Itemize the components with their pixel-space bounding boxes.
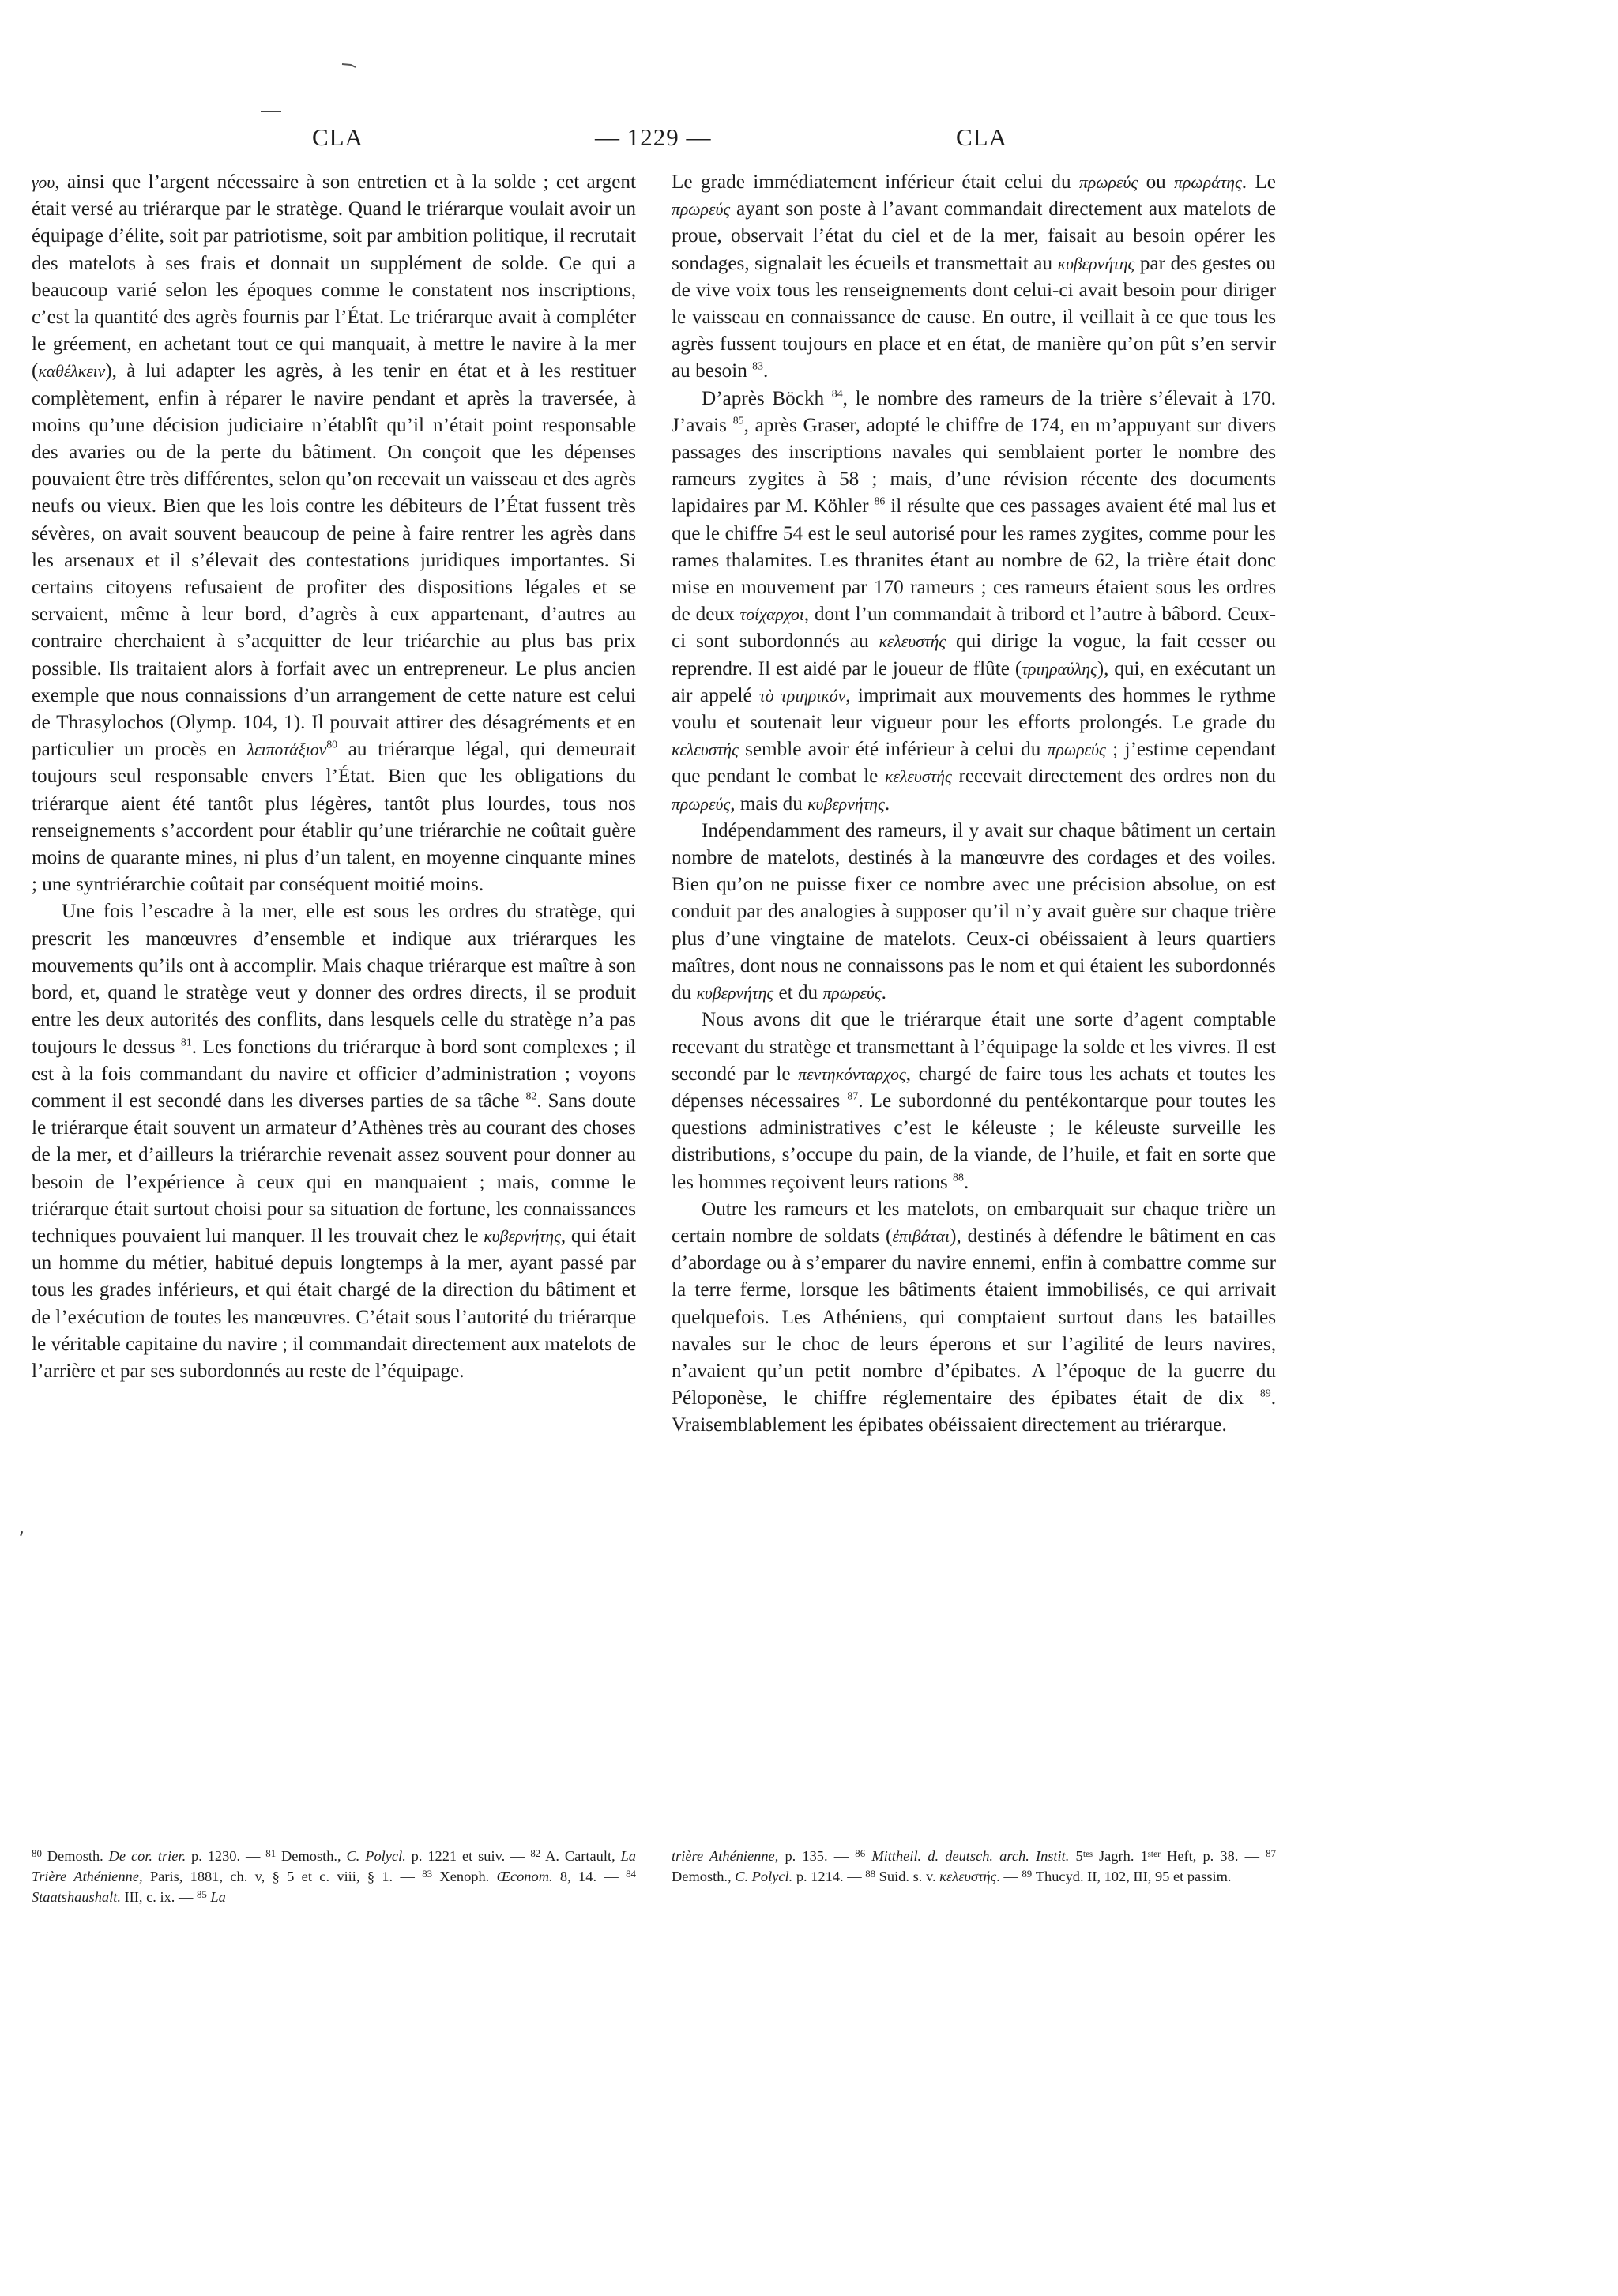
text-run: 5ᵗᵉˢ Jagrh. 1ˢᵗᵉʳ Heft, p. 38. — bbox=[1069, 1848, 1266, 1864]
citation-title: C. Polycl. bbox=[346, 1848, 406, 1864]
text-run: D’après Böckh bbox=[702, 387, 832, 409]
note-ref: 80 bbox=[32, 1847, 42, 1859]
paragraph bbox=[672, 1007, 1276, 1195]
text-run: . bbox=[884, 792, 890, 815]
margin-tick bbox=[20, 1531, 28, 1538]
text-run: . bbox=[963, 1171, 969, 1193]
greek-term: τριηραύλης bbox=[1022, 659, 1097, 679]
text-run: Demosth., bbox=[672, 1869, 736, 1884]
text-run: par des gestes ou de vive voix tous les renseignements dont celui-ci avait besoin pour diriger le vaisseau en connaissance de cause. En outre, il veillait à ce que tous les agrès fussent toujours en place et en état, de manière qu’on pût s’en servir au besoin bbox=[672, 252, 1276, 382]
greek-term: τὸ τριηρικόν bbox=[759, 686, 846, 706]
text-run: Le grade immédiatement inférieur était celui du bbox=[672, 171, 1079, 193]
note-ref: 87 bbox=[847, 1090, 859, 1102]
greek-term: πρωρεύς bbox=[672, 200, 731, 220]
greek-term: κελευστής bbox=[672, 740, 739, 760]
text-run: p. 1230. — bbox=[186, 1848, 266, 1864]
page-number: — 1229 — bbox=[595, 123, 712, 151]
note-ref: 80 bbox=[326, 738, 338, 751]
greek-term: κελευστής bbox=[885, 767, 952, 787]
text-run: . bbox=[763, 360, 769, 382]
text-run: . — bbox=[996, 1869, 1022, 1884]
paragraph bbox=[32, 898, 636, 1385]
note-ref: 82 bbox=[530, 1847, 541, 1859]
text-run: A. Cartault, bbox=[540, 1848, 621, 1864]
text-run: ), qui, en exécutant un air appelé bbox=[672, 657, 1276, 706]
note-ref: 86 bbox=[855, 1847, 866, 1859]
note-ref: 84 bbox=[831, 386, 843, 399]
text-run: p. 1221 et suiv. — bbox=[405, 1848, 531, 1864]
note-ref: 85 bbox=[196, 1888, 207, 1900]
text-run: , mais du bbox=[730, 792, 808, 815]
greek-term: κυβερνήτης bbox=[1057, 254, 1135, 273]
note-ref: 88 bbox=[865, 1868, 876, 1880]
greek-term: πρωρεύς bbox=[822, 984, 882, 1003]
text-run: il résulte que ces passages avaient été mal lus et que le chiffre 54 est le seul autorisé pour les rames zygites, comme pour les rames thalamites. Les thranites étant au nombre de 62, la trière était donc mise en mouvement par 170 rameurs ; ces rameurs étaient sous les ordres de deux bbox=[672, 495, 1276, 626]
note-ref: 87 bbox=[1266, 1847, 1276, 1859]
left-column bbox=[32, 169, 636, 1385]
text-run: . Vraisemblablement les épibates obéissaient directement au triérarque. bbox=[672, 1387, 1276, 1436]
text-run: III, c. ix. — bbox=[120, 1889, 197, 1905]
text-run: . bbox=[881, 982, 886, 1004]
text-run: , qui était un homme du métier, habitué depuis longtemps à la mer, ayant passé par tous les grades inférieurs, et qui était chargé de la direction du bâtiment et de l’exécution de toutes les manœuvres. C’était sous l’autorité du triérarque le véritable capitaine du navire ; il commandait directement aux matelots de l’arrière et par ses subordonnés au reste de l’équipage. bbox=[32, 1225, 636, 1382]
greek-term: γου bbox=[32, 173, 55, 192]
text-run: , imprimait aux mouvements des hommes le rythme voulu et soutenait leur vigueur pour les efforts prolongés. Le grade du bbox=[672, 684, 1276, 734]
paragraph bbox=[672, 169, 1276, 386]
text-run: . Le bbox=[1241, 171, 1276, 193]
paragraph bbox=[672, 386, 1276, 818]
text-run: Outre les rameurs et les matelots, on embarquait sur chaque trière un certain nombre de soldats ( bbox=[672, 1198, 1276, 1247]
text-run: . Sans doute le triérarque était souvent un armateur d’Athènes très au courant des choses de la mer, et d’ailleurs la triérarchie revenait assez souvent pour donner au besoin de l’expérience à ceux qui en manquaient ; mais, comme le triérarque était surtout choisi pour sa situation de fortune, les connaissances techniques pouvaient lui manquer. Il les trouvait chez le bbox=[32, 1090, 637, 1247]
note-ref: 86 bbox=[874, 495, 886, 507]
greek-term: κυβερνήτης bbox=[484, 1226, 561, 1246]
greek-term: πρωράτης bbox=[1174, 173, 1242, 192]
text-run: 8, 14. — bbox=[552, 1869, 627, 1884]
note-ref: 84 bbox=[626, 1868, 636, 1880]
text-run: . Les fonctions du triérarque à bord sont complexes ; il est à la fois commandant du navire et officier d’administration ; voyons comment il est secondé dans les diverses parties de sa tâche bbox=[32, 1036, 636, 1112]
running-head bbox=[312, 123, 1181, 155]
footnotes-right bbox=[672, 1846, 1276, 1887]
text-run: , Paris, 1881, ch. v, § 5 et c. viii, § 1. — bbox=[139, 1869, 423, 1884]
text-run: Indépendamment des rameurs, il y avait sur chaque bâtiment un certain nombre de matelots, destinés à la manœuvre des cordages et des voiles. Bien qu’on ne puisse fixer ce nombre avec une précision absolue, on est conduit par des analogies à supposer qu’il n’y avait guère sur chaque trière plus d’une vingtaine de matelots. Ceux-ci obéissaient à leurs quartiers maîtres, dont nous ne connaissons pas le nom et qui étaient les subordonnés du bbox=[672, 819, 1276, 1004]
citation-title: De cor. trier. bbox=[108, 1848, 186, 1864]
greek-term: πρωρεύς bbox=[1079, 173, 1138, 192]
text-run: , p. 135. — bbox=[774, 1848, 856, 1864]
text-run: Thucyd. II, 102, III, 95 et passim. bbox=[1032, 1869, 1232, 1884]
note-ref: 85 bbox=[732, 414, 744, 427]
greek-term: λειποτάξιον bbox=[246, 740, 327, 760]
note-ref: 81 bbox=[265, 1847, 277, 1859]
greek-term: καθέλκειν bbox=[38, 362, 106, 382]
greek-term: κελευστής bbox=[879, 632, 946, 652]
citation-title: Œconom. bbox=[496, 1869, 553, 1884]
text-run: , le nombre des rameurs de la trière s’élevait à 170. J’avais bbox=[672, 387, 1276, 436]
paragraph bbox=[672, 1196, 1276, 1440]
citation-title: κελευστής bbox=[939, 1869, 997, 1884]
note-ref: 89 bbox=[1022, 1868, 1033, 1880]
greek-term: πρωρεύς bbox=[1047, 740, 1106, 760]
text-run: , ainsi que l’argent nécessaire à son entretien et à la solde ; cet argent était versé au triérarque par le stratège. Quand le triérarque voulait avoir un équipage d’élite, soit par patriotisme, soit par ambition politique, il recrutait des matelots à ses frais et donnait un supplément de solde. Ce qui a beaucoup varié selon les époques comme le constatent nos inscriptions, c’est la quantité des agrès fournis par l’État. Le triérarque avait à compléter le gréement, en achetant tout ce qui manquait, à mettre le navire à la mer ( bbox=[32, 171, 636, 382]
citation-title: Staatshaushalt. bbox=[32, 1889, 121, 1905]
citation-title: C. Polycl. bbox=[735, 1869, 793, 1884]
text-run: p. 1214. — bbox=[792, 1869, 866, 1884]
citation-title: trière Athénienne bbox=[672, 1848, 775, 1864]
note-ref: 89 bbox=[1259, 1387, 1271, 1399]
paragraph bbox=[672, 818, 1276, 1007]
paragraph bbox=[32, 169, 636, 898]
note-ref: 83 bbox=[422, 1868, 433, 1880]
text-run: Demosth. bbox=[41, 1848, 109, 1864]
text-run: Nous avons dit que le triérarque était une sorte d’agent comptable recevant du stratège et transmettant à l’équipage la solde et les vivres. Il est secondé par le bbox=[672, 1009, 1276, 1085]
text-run: ), destinés à défendre le bâtiment en cas d’abordage ou à s’emparer du navire ennemi, enfin à combattre comme sur la terre ferme, lorsque les bâtiments étaient immobilisés, ce qui arrivait quelquefois. Les Athéniens, qui comptaient surtout dans les batailles navales sur le choc de leurs éperons et sur l’agilité de leurs navires, n’avaient qu’un petit nombre d’épibates. A l’époque de la guerre du Péloponèse, le chiffre réglementaire des épibates était de dix bbox=[672, 1225, 1276, 1410]
right-column bbox=[672, 169, 1276, 1440]
greek-term: τοίχαρχοι bbox=[739, 605, 804, 625]
text-run: ; j’estime cependant que pendant le combat le bbox=[672, 739, 1276, 788]
text-run: , chargé de faire tous les achats et toutes les dépenses nécessaires bbox=[672, 1063, 1276, 1112]
note-ref: 81 bbox=[180, 1035, 192, 1048]
text-run: recevait directement des ordres non du bbox=[951, 766, 1276, 788]
header-right-word: CLA bbox=[956, 123, 1007, 151]
text-run: Xenoph. bbox=[432, 1869, 497, 1884]
text-run: Demosth., bbox=[276, 1848, 347, 1864]
greek-term: πρωρεύς bbox=[672, 794, 731, 814]
note-ref: 82 bbox=[525, 1090, 537, 1102]
note-ref: 83 bbox=[752, 359, 763, 372]
header-left-word: CLA bbox=[312, 123, 363, 151]
text-run: ayant son poste à l’avant commandait directement aux matelots de proue, observait l’état du ciel et de la mer, faisait au besoin opérer les sondages, signalait les écueils et transmettait au bbox=[672, 198, 1276, 274]
greek-term: ἐπιβάται bbox=[892, 1226, 950, 1246]
footnotes-left bbox=[32, 1846, 636, 1907]
text-run: semble avoir été inférieur à celui du bbox=[738, 739, 1048, 761]
text-run: ), à lui adapter les agrès, à les tenir en état et à les restituer complètement, enfin à réparer le navire pendant et après la traversée, à moins qu’une décision judiciaire n’établît qu’il n’était point responsable des avaries ou de la perte du bâtiment. On conçoit que les dépenses pouvaient être très différentes, selon qu’on recevait un vaisseau et des agrès neufs ou vieux. Bien que les lois contre les débiteurs de l’État fussent très sévères, on avait souvent beaucoup de peine à faire rentrer les agrès dans les arsenaux et il s’élevait des contestations juridiques importantes. Si certains citoyens refusaient de profiter des dispositions légales et se servaient, même à leur bord, d’agrès à eux appartenant, d’autres au contraire cherchaient à s’acquitter de leur triéarchie au plus bas prix possible. Ils traitaient alors à forfait avec un entrepreneur. Le plus ancien exemple que nous connaissions d’un arrangement de cette nature est celui de Thrasylochos (Olymp. 104, 1). Il pouvait attirer des désagréments et en particulier un procès en bbox=[32, 360, 636, 761]
greek-term: κυβερνήτης bbox=[696, 984, 774, 1003]
text-run: qui dirige la vogue, la fait cesser ou reprendre. Il est aidé par le joueur de flûte ( bbox=[672, 630, 1276, 679]
citation-title: Mittheil. d. deutsch. arch. Instit. bbox=[871, 1848, 1070, 1864]
note-ref: 88 bbox=[953, 1170, 964, 1183]
text-run: , après Graser, adopté le chiffre de 174, en m’appuyant sur divers passages des inscriptions navales qui semblaient porter le nombre des rameurs zygites à 58 ; mais, d’une révision récente des documents lapidaires par M. Köhler bbox=[672, 414, 1276, 518]
scan-speck bbox=[341, 58, 363, 66]
text-run: Une fois l’escadre à la mer, elle est sous les ordres du stratège, qui prescrit les manœuvres d’ensemble et indique aux triérarques les mouvements qu’ils ont à accomplir. Mais chaque triérarque est maître à son bord, et, quand le stratège veut y donner des ordres directs, il se produit entre les deux autorités des conflits, dans lesquels celle du stratège n’a pas toujours le dessus bbox=[32, 901, 636, 1058]
text-run: , dont l’un commandait à tribord et l’autre à bâbord. Ceux-ci sont subordonnés au bbox=[672, 604, 1277, 653]
greek-term: πεντηκόνταρχος bbox=[798, 1064, 906, 1084]
citation-title: La Trière Athénienne bbox=[32, 1848, 637, 1884]
citation-title: La bbox=[210, 1889, 226, 1905]
text-run: . Le subordonné du pentékontarque pour toutes les questions administratives c’est le kéleuste ; le kéleuste surveille les distributions, s’occupe du pain, de la viande, de l’huile, et fait en sorte que les hommes reçoivent leurs rations bbox=[672, 1090, 1276, 1193]
text-run: au triérarque légal, qui demeurait toujours seul responsable envers l’État. Bien que les obligations du triérarque aient été tantôt plus légères, tantôt plus lourdes, tous nos renseignements s’accordent pour établir qu’une triérarchie ne coûtait guère moins de quarante mines, ni plus d’un talent, en moyenne cinquante mines ; une syntriérarchie coûtait par conséquent moitié moins. bbox=[32, 739, 636, 896]
text-run: et du bbox=[773, 982, 823, 1004]
text-run: ou bbox=[1138, 171, 1175, 193]
greek-term: κυβερνήτης bbox=[807, 794, 885, 814]
margin-dash bbox=[261, 111, 281, 112]
text-run: Suid. s. v. bbox=[875, 1869, 940, 1884]
